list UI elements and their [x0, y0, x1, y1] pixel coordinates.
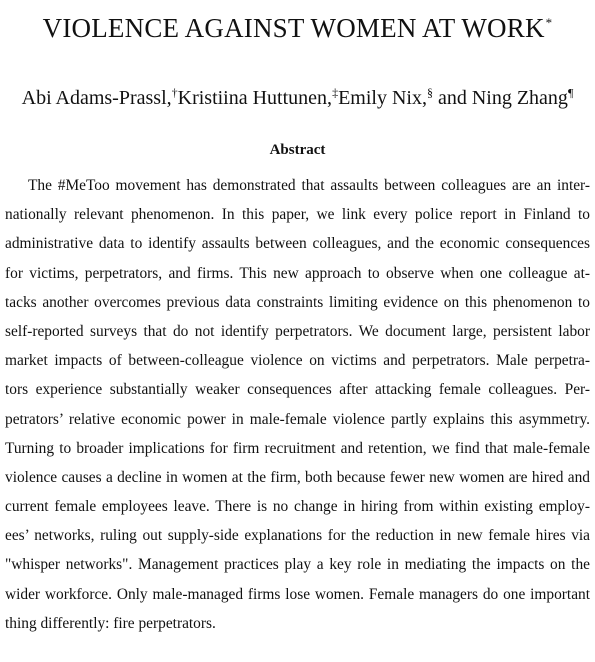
abstract-line: ees’ networks, ruling out supply-side explanations for the reduction in new female hires via — [5, 527, 590, 545]
abstract-line: for victims, perpetrators, and firms. This new approach to observe when one colleague at- — [5, 264, 590, 282]
abstract-line: self-reported surveys that do not identify perpetrators. We document large, persistent labor — [5, 322, 590, 340]
abstract-line: nationally relevant phenomenon. In this paper, we link every police report in Finland to — [5, 206, 590, 224]
abstract-line: "whisper networks". Management practices play a key role in mediating the impacts on the — [5, 556, 590, 574]
paper-title-text: VIOLENCE AGAINST WOMEN AT WORK — [42, 13, 545, 43]
abstract-line: administrative data to identify assaults between colleagues, and the economic consequences — [5, 235, 590, 253]
paper-title — [0, 10, 595, 46]
author-name: and Ning Zhang — [437, 87, 568, 109]
author-footnote-mark: † — [171, 85, 178, 100]
abstract-line: Turning to broader implications for firm recruitment and retention, we find that male-female — [5, 439, 590, 457]
abstract-heading: Abstract — [269, 142, 326, 158]
author-footnote-mark: § — [426, 85, 433, 100]
abstract-line: market impacts of between-colleague violence on victims and perpetrators. Male perpetra- — [5, 352, 590, 370]
title-footnote-mark: * — [545, 15, 553, 30]
author-list — [0, 85, 595, 111]
author-name: Emily Nix, — [338, 87, 427, 109]
abstract-line: tors experience substantially weaker consequences after attacking female colleagues. Per- — [5, 381, 590, 399]
abstract-line: petrators’ relative economic power in male-female violence partly explains this asymmetry. — [5, 410, 590, 428]
abstract-line: current female employees leave. There is no change in hiring from within existing employ- — [5, 498, 590, 516]
abstract-line: thing differently: fire perpetrators. — [5, 614, 216, 632]
abstract-line: tacks another overcomes previous data constraints limiting evidence on this phenomenon to — [5, 293, 590, 311]
author-name: Abi Adams-Prassl, — [21, 87, 172, 109]
author-name: Kristiina Huttunen, — [177, 87, 333, 109]
abstract-line: wider workforce. Only male-managed firms lose women. Female managers do one important — [5, 585, 590, 603]
abstract-body — [5, 171, 590, 638]
abstract-line: violence causes a decline in women at the firm, both because fewer new women are hired and — [5, 468, 590, 486]
author-footnote-mark: ‡ — [332, 85, 339, 100]
abstract-line: The #MeToo movement has demonstrated that assaults between colleagues are an inter- — [28, 177, 590, 194]
author-footnote-mark: ¶ — [567, 85, 574, 100]
